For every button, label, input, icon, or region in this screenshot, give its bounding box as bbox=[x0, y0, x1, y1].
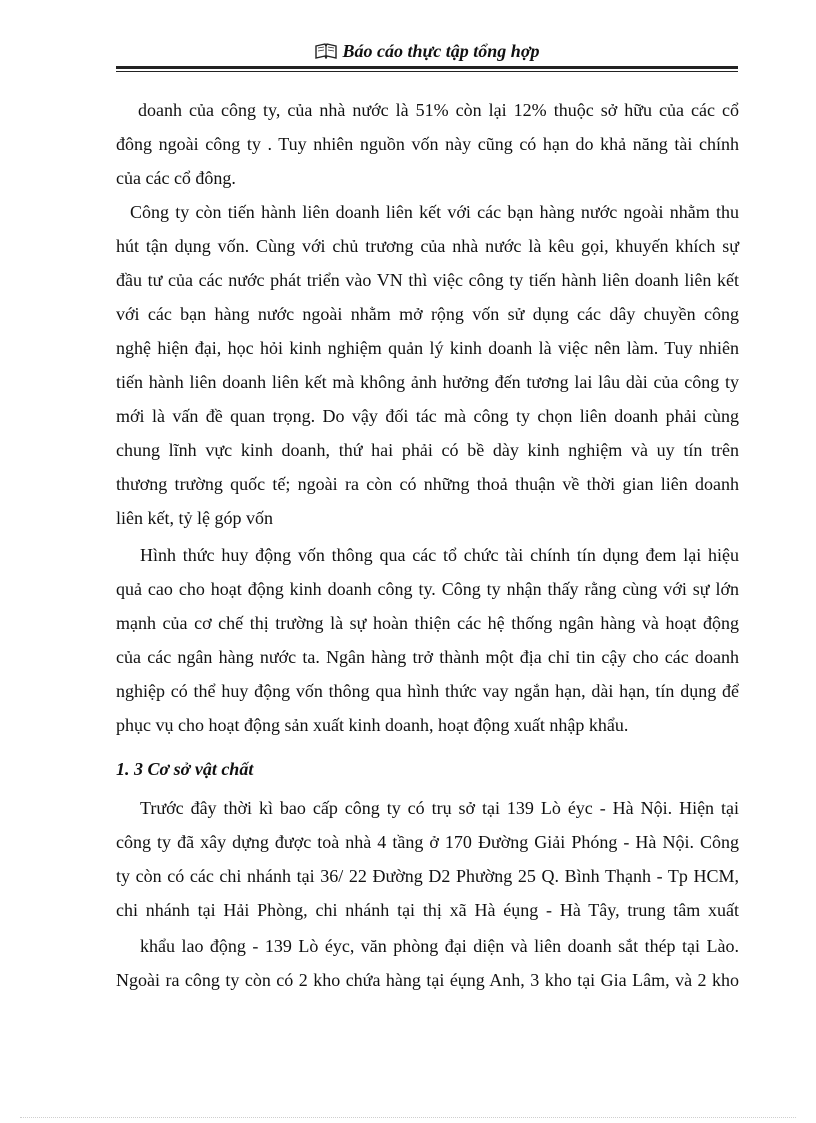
text-line: Công ty còn tiến hành liên doanh liên kết với các bạn hàng nước ngoài nhằm thu bbox=[130, 202, 739, 222]
header-rule bbox=[116, 66, 738, 69]
header-rule-thin bbox=[116, 71, 738, 72]
text-line: hút tận dụng vốn. Cùng với chủ trương của nhà nước là kêu gọi, khuyến khích sự bbox=[116, 236, 739, 256]
text-line: công ty đã xây dựng được toà nhà 4 tầng ở 170 Đường Giải Phóng - Hà Nội. Công bbox=[116, 832, 739, 852]
text-line: đầu tư của các nước phát triển vào VN thì việc công ty tiến hành liên doanh liên kết bbox=[116, 270, 739, 290]
page-footer-rule bbox=[20, 1117, 796, 1118]
text-line: của các cổ đông. bbox=[116, 168, 236, 188]
text-line: doanh của công ty, của nhà nước là 51% còn lại 12% thuộc sở hữu của các cổ bbox=[138, 100, 739, 120]
section-heading: 1. 3 Cơ sở vật chất bbox=[116, 759, 254, 779]
header-title: Báo cáo thực tập tổng hợp bbox=[342, 41, 540, 61]
text-line: chi nhánh tại Hải Phòng, chi nhánh tại thị xã Hà éụng - Hà Tây, trung tâm xuất bbox=[116, 900, 739, 920]
text-line: nghệ hiện đại, học hỏi kinh nghiệm quản lý kinh doanh là việc nên làm. Tuy nhiên bbox=[116, 338, 739, 358]
text-line: phục vụ cho hoạt động sản xuất kinh doanh, hoạt động xuất nhập khẩu. bbox=[116, 715, 629, 735]
text-line: của các ngân hàng nước ta. Ngân hàng trở thành một địa chỉ tin cậy cho các doanh bbox=[116, 647, 739, 667]
book-icon bbox=[315, 43, 337, 59]
text-line: với các bạn hàng nước ngoài nhằm mở rộng vốn sử dụng các dây chuyền công bbox=[116, 304, 739, 324]
text-line: chung lĩnh vực kinh doanh, thứ hai phải có bề dày kinh nghiệm và uy tín trên bbox=[116, 440, 739, 460]
text-line: đông ngoài công ty . Tuy nhiên nguồn vốn này cũng có hạn do khả năng tài chính bbox=[116, 134, 739, 154]
text-line: khẩu lao động - 139 Lò éyc, văn phòng đại diện và liên doanh sắt thép tại Lào. bbox=[140, 936, 739, 956]
text-line: Ngoài ra công ty còn có 2 kho chứa hàng tại éụng Anh, 3 kho tại Gia Lâm, và 2 kho bbox=[116, 970, 739, 990]
text-line: thương trường quốc tế; ngoài ra còn có những thoả thuận về thời gian liên doanh bbox=[116, 474, 739, 494]
text-line: nghiệp có thể huy động vốn thông qua hình thức vay ngắn hạn, dài hạn, tín dụng để bbox=[116, 681, 739, 701]
page-header bbox=[116, 36, 738, 66]
text-line: mới là vấn đề quan trọng. Do vậy đối tác mà công ty chọn liên doanh phải cùng bbox=[116, 406, 739, 426]
text-line: tiến hành liên doanh liên kết mà không ảnh hưởng đến tương lai lâu dài của công ty bbox=[116, 372, 739, 392]
text-line: liên kết, tỷ lệ góp vốn bbox=[116, 508, 273, 528]
text-line: Trước đây thời kì bao cấp công ty có trụ sở tại 139 Lò éyc - Hà Nội. Hiện tại bbox=[140, 798, 739, 818]
text-line: quả cao cho hoạt động kinh doanh công ty. Công ty nhận thấy rằng cùng với sự lớn bbox=[116, 579, 739, 599]
text-line: mạnh của cơ chế thị trường là sự hoàn thiện các hệ thống ngân hàng và hoạt động bbox=[116, 613, 739, 633]
text-line: Hình thức huy động vốn thông qua các tổ chức tài chính tín dụng đem lại hiệu bbox=[140, 545, 739, 565]
text-line: ty còn có các chi nhánh tại 36/ 22 Đường D2 Phường 25 Q. Bình Thạnh - Tp HCM, bbox=[116, 866, 739, 886]
